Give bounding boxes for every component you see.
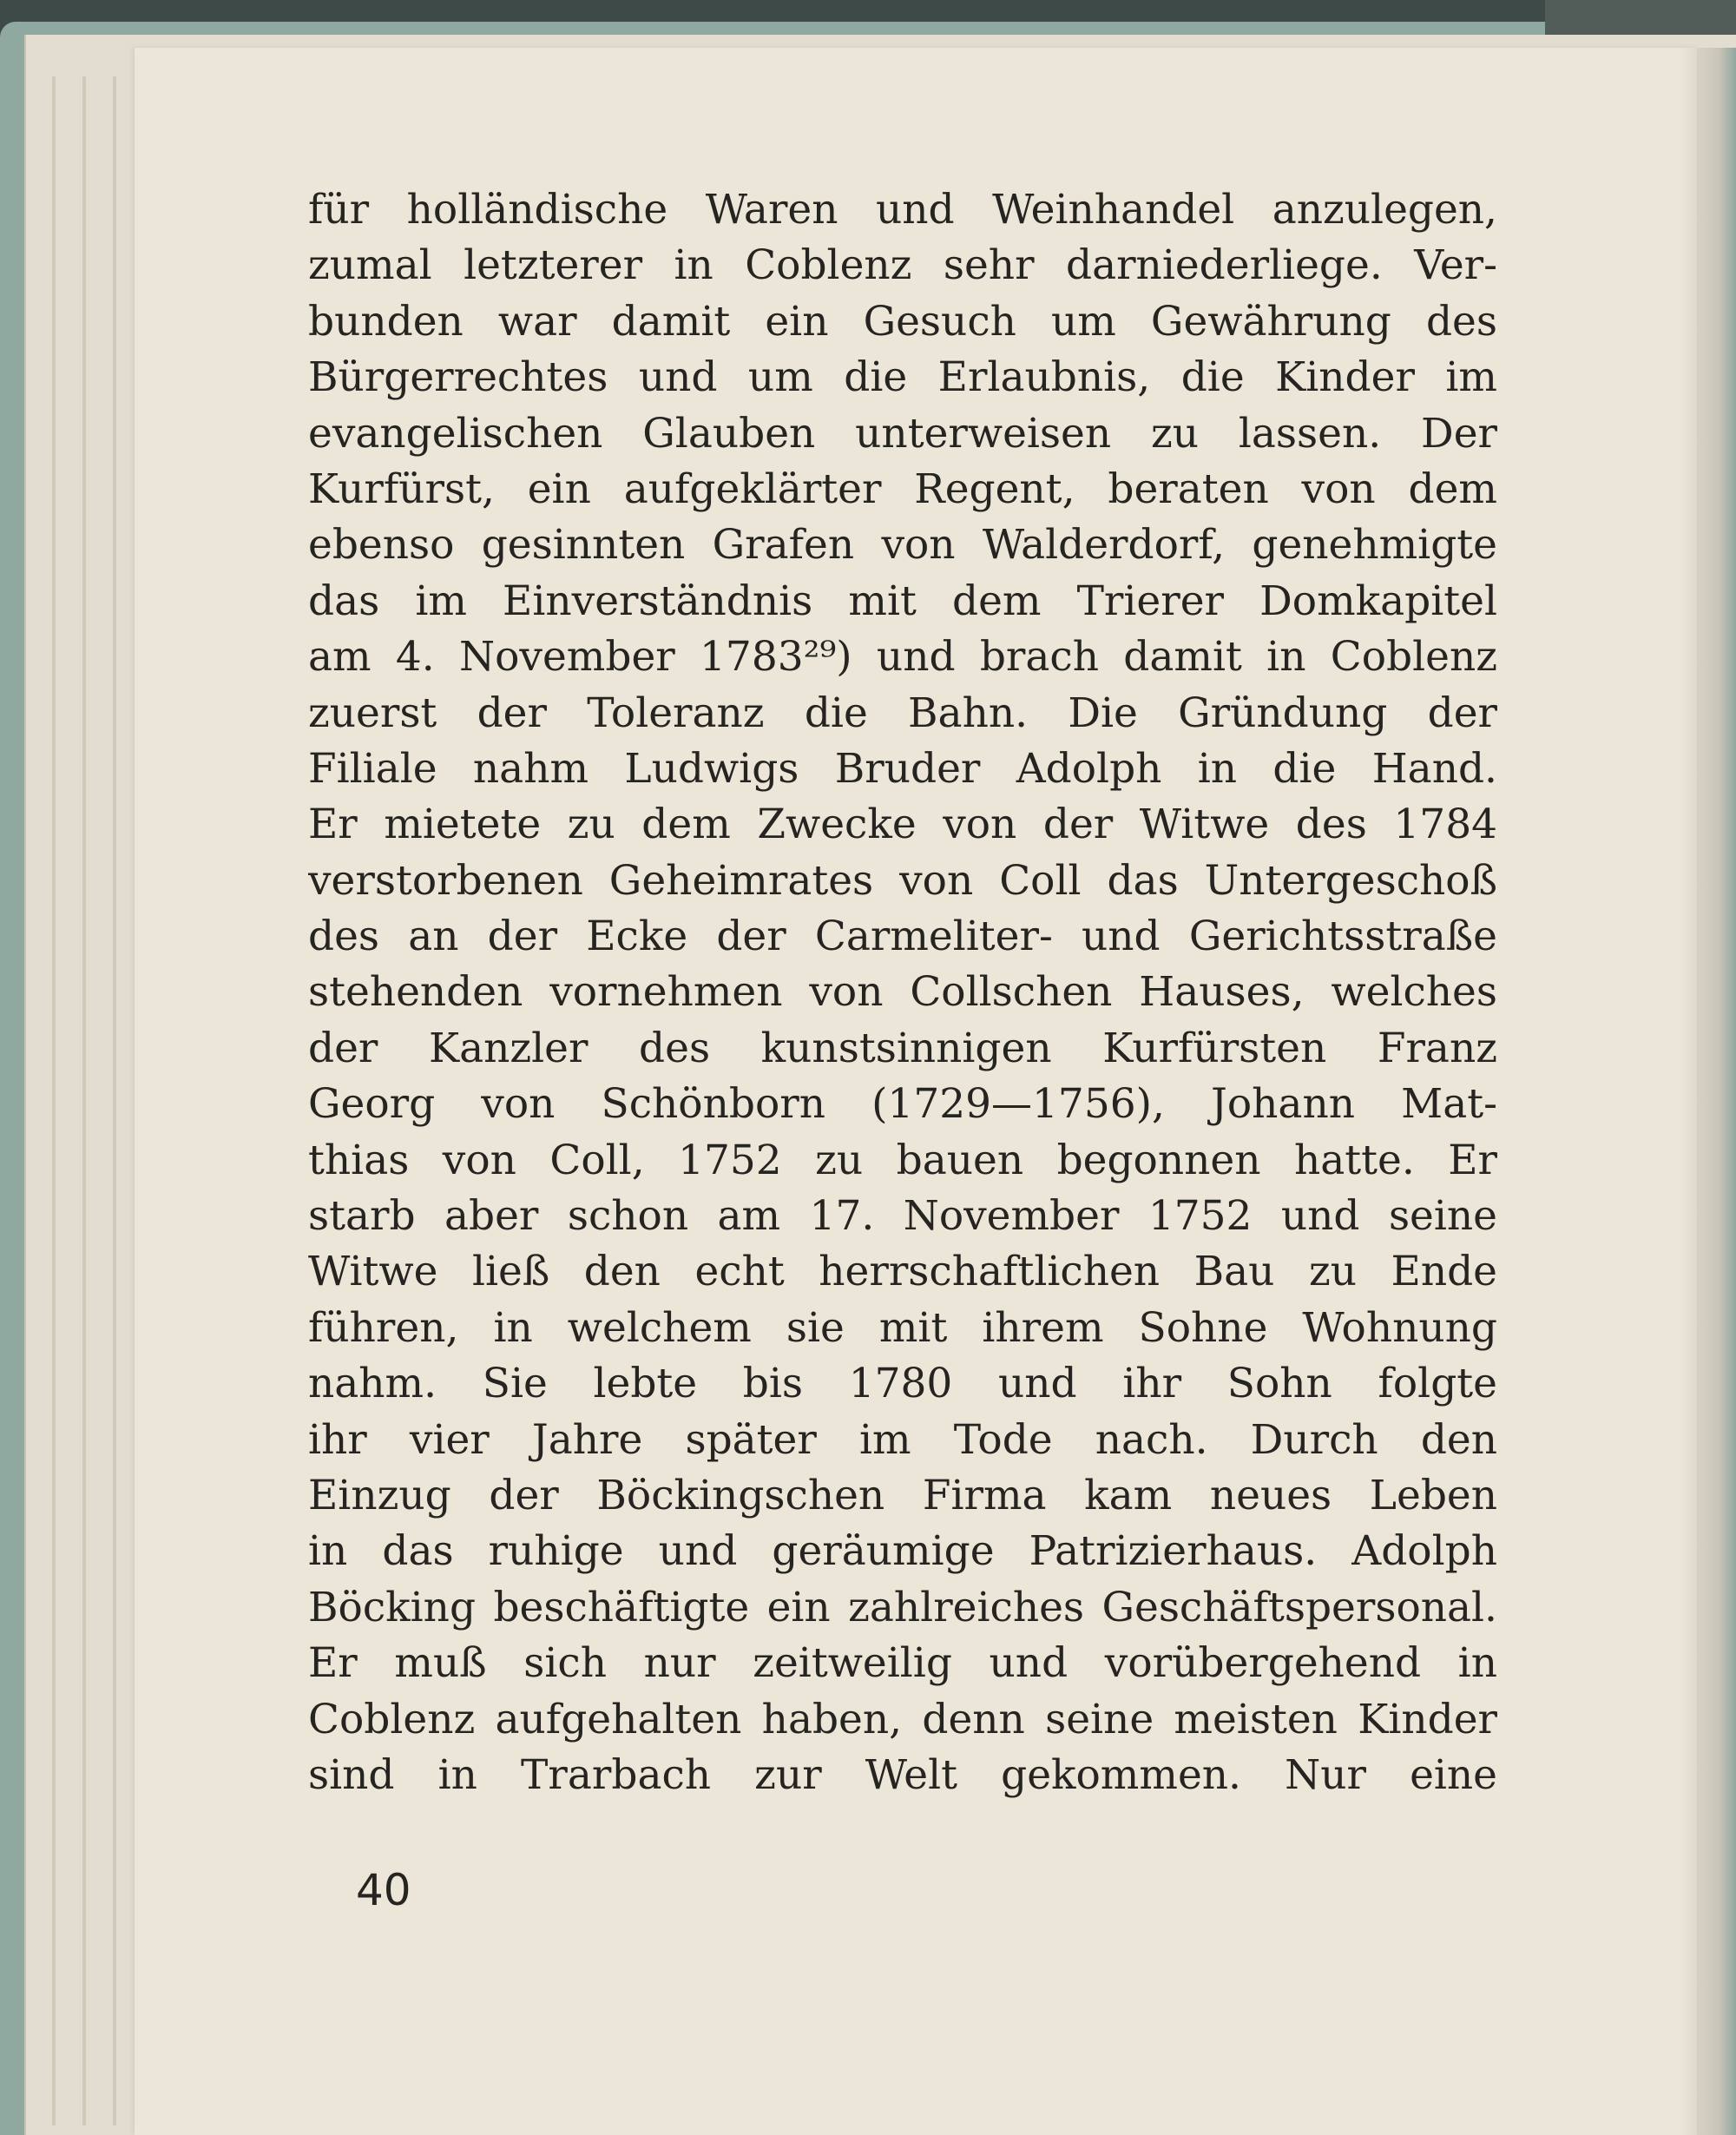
text-line: starb aber schon am 17. November 1752 und seine: [308, 1192, 1497, 1241]
text-line: zuerst der Toleranz die Bahn. Die Gründung der: [308, 689, 1497, 737]
text-line: das im Einverständnis mit dem Trierer Domkapitel: [308, 577, 1497, 625]
text-line: Einzug der Böckingschen Firma kam neues Leben: [308, 1471, 1497, 1519]
page-edge: [52, 76, 56, 2125]
text-line: Witwe ließ den echt herrschaftlichen Bau zu Ende: [308, 1248, 1497, 1296]
text-line: der Kanzler des kunstsinnigen Kurfürsten Franz: [308, 1024, 1497, 1072]
page-edge: [113, 76, 116, 2125]
text-line: ihr vier Jahre später im Tode nach. Durch den: [308, 1415, 1497, 1464]
text-line: Er muß sich nur zeitweilig und vorübergehend in: [308, 1639, 1497, 1688]
text-line: Kurfürst, ein aufgeklärter Regent, beraten von dem: [308, 465, 1497, 513]
text-line: führen, in welchem sie mit ihrem Sohne Wohnung: [308, 1303, 1497, 1352]
text-line: thias von Coll, 1752 zu bauen begonnen hatte. Er: [308, 1136, 1497, 1184]
text-line: Er mietete zu dem Zwecke von der Witwe des 1784: [308, 801, 1497, 849]
text-line: am 4. November 1783²⁹) und brach damit in Coblenz: [308, 633, 1497, 682]
body-text: [308, 182, 1497, 1803]
text-line: Filiale nahm Ludwigs Bruder Adolph in die Hand.: [308, 744, 1497, 793]
text-line: bunden war damit ein Gesuch um Gewährung des: [308, 297, 1497, 346]
gutter-shadow: [1680, 48, 1736, 2135]
text-line: evangelischen Glauben unterweisen zu lassen. Der: [308, 409, 1497, 458]
page-number: 40: [356, 1865, 411, 1915]
text-line: für holländische Waren und Weinhandel anzulegen,: [308, 186, 1497, 234]
text-line: ebenso gesinnten Grafen von Walderdorf, genehmigte: [308, 521, 1497, 570]
text-line: sind in Trarbach zur Welt gekommen. Nur eine: [308, 1750, 1497, 1799]
page-edge: [82, 76, 86, 2125]
text-line: verstorbenen Geheimrates von Coll das Untergeschoß: [308, 856, 1497, 905]
text-line: Böcking beschäftigte ein zahlreiches Geschäftspersonal.: [308, 1583, 1497, 1631]
text-line: des an der Ecke der Carmeliter- und Gerichtsstraße: [308, 913, 1497, 961]
text-line: Georg von Schönborn (1729—1756), Johann Mat-: [308, 1080, 1497, 1129]
text-line: nahm. Sie lebte bis 1780 und ihr Sohn folgte: [308, 1360, 1497, 1408]
text-line: Coblenz aufgehalten haben, denn seine meisten Kinder: [308, 1695, 1497, 1743]
text-line: in das ruhige und geräumige Patrizierhaus. Adolph: [308, 1527, 1497, 1576]
text-line: zumal letzterer in Coblenz sehr darniederliege. Ver-: [308, 241, 1497, 290]
text-line: stehenden vornehmen von Collschen Hauses, welches: [308, 968, 1497, 1017]
text-line: Bürgerrechtes und um die Erlaubnis, die Kinder im: [308, 353, 1497, 402]
